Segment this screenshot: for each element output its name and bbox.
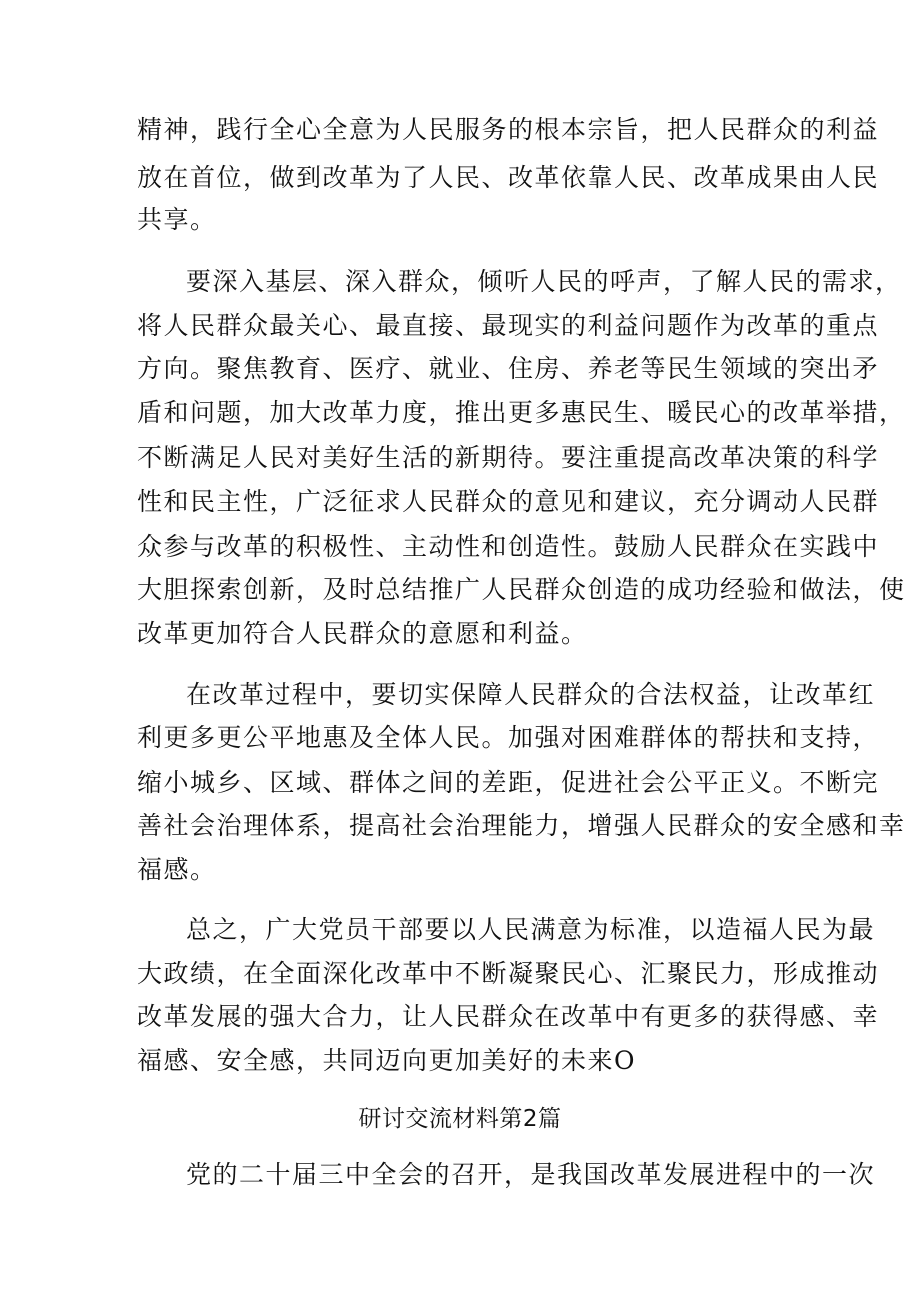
paragraph-2-line-8: 大胆探索创新，及时总结推广人民群众创造的成功经验和做法，使 — [137, 575, 906, 604]
paragraph-1-line-2: 放在首位，做到改革为了人民、改革依靠人民、改革成果由人民 — [137, 163, 880, 192]
paragraph-3-line-1: 在改革过程中，要切实保障人民群众的合法权益，让改革红 — [186, 680, 876, 709]
paragraph-2-line-5: 不断满足人民对美好生活的新期待。要注重提高改革决策的科学 — [137, 443, 880, 472]
paragraph-2-line-2: 将人民群众最关心、最直接、最现实的利益问题作为改革的重点 — [137, 311, 880, 340]
paragraph-3-line-3: 缩小城乡、区域、群体之间的差距，促进社会公平正义。不断完 — [137, 768, 880, 797]
paragraph-4-line-4: 福感、安全感，共同迈向更加美好的未来O — [137, 1046, 636, 1075]
paragraph-3-line-4: 善社会治理体系，提高社会治理能力，增强人民群众的安全感和幸 — [137, 811, 906, 840]
paragraph-4-line-3: 改革发展的强大合力，让人民群众在改革中有更多的获得感、幸 — [137, 1002, 880, 1031]
paragraph-3-line-5: 福感。 — [137, 855, 217, 884]
paragraph-2-line-3: 方向。聚焦教育、医疗、就业、住房、养老等民生领域的突出矛 — [137, 354, 880, 383]
paragraph-1-line-1: 精神，践行全心全意为人民服务的根本宗旨，把人民群众的利益 — [137, 115, 880, 144]
paragraph-3-line-2: 利更多更公平地惠及全体人民。加强对困难群体的帮扶和支持， — [137, 723, 880, 752]
paragraph-1-line-3: 共享。 — [137, 205, 217, 234]
paragraph-2-line-6: 性和民主性，广泛征求人民群众的意见和建议，充分调动人民群 — [137, 487, 880, 516]
paragraph-2-line-1: 要深入基层、深入群众，倾听人民的呼声，了解人民的需求， — [186, 267, 902, 296]
paragraph-2-line-7: 众参与改革的积极性、主动性和创造性。鼓励人民群众在实践中 — [137, 532, 880, 561]
paragraph-4-line-2: 大政绩，在全面深化改革中不断凝聚民心、汇聚民力，形成推动 — [137, 959, 880, 988]
paragraph-4-line-1: 总之，广大党员干部要以人民满意为标准，以造福人民为最 — [186, 915, 876, 944]
paragraph-2-line-4: 盾和问题，加大改革力度，推出更多惠民生、暖民心的改革举措， — [137, 398, 906, 427]
section-heading: 研讨交流材料第2篇 — [358, 1106, 562, 1132]
next-paragraph-line-1: 党的二十届三中全会的召开，是我国改革发展进程中的一次 — [186, 1160, 876, 1189]
paragraph-2-line-9: 改革更加符合人民群众的意愿和利益。 — [137, 619, 588, 648]
